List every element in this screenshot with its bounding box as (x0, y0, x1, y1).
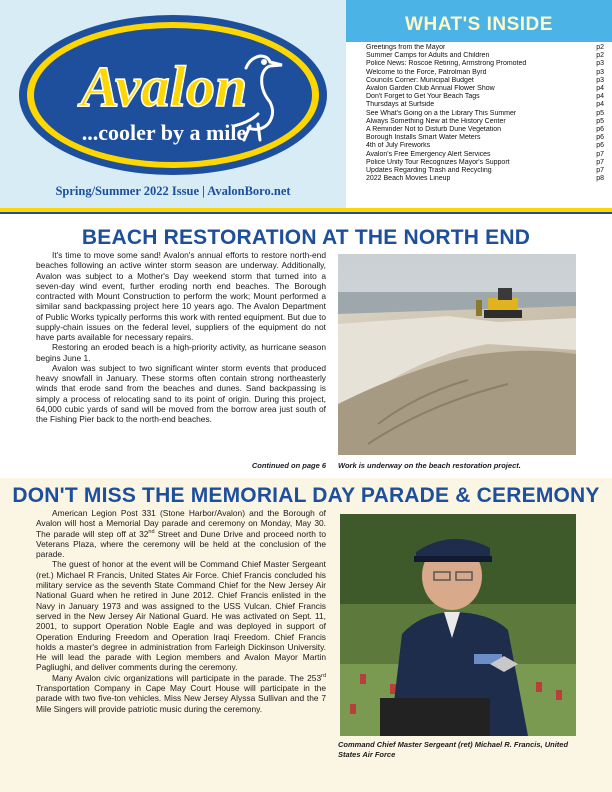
toc-item: Avalon Garden Club Annual Flower Show p4 (366, 85, 604, 93)
toc-item: Updates Regarding Trash and Recycling p7 (366, 167, 604, 175)
article2-paragraph: Many Avalon civic organizations will participate in the parade. The 253rd Transportation Company in Cape May Court House will participate in the parade with two five-ton vehicles. Miss New Jersey Alyssa Sullivan and the 7 Mile Singers will provide patriotic music during the ceremony. (36, 672, 326, 714)
toc-item: Welcome to the Force, Patrolman Byrd p3 (366, 68, 604, 76)
toc-item: Councils Corner: Municipal Budget p3 (366, 76, 604, 84)
beach-photo (338, 254, 576, 455)
issue-line: Spring/Summer 2022 Issue | AvalonBoro.net (55, 184, 291, 198)
toc-item: Greetings from the Mayor p2 (366, 44, 604, 51)
table-of-contents (366, 44, 604, 183)
article1-body (36, 250, 326, 424)
toc-item: Always Something New at the History Center p5 (366, 117, 604, 125)
whats-inside-header (346, 0, 612, 42)
blue-divider (0, 212, 612, 214)
toc-item: Thursdays at Surfside p4 (366, 101, 604, 109)
toc-item: Borough Installs Smart Water Meters p6 (366, 134, 604, 142)
toc-item: See What's Going on a the Library This Summer p5 (366, 109, 604, 117)
continued-note: Continued on page 6 (251, 461, 326, 470)
article2-headline: DON'T MISS THE MEMORIAL DAY PARADE & CEREMONY (12, 484, 600, 507)
toc-item: Avalon's Free Emergency Alert Services p7 (366, 150, 604, 158)
logo-word: Avalon (80, 54, 248, 119)
toc-item: 4th of July Fireworks p6 (366, 142, 604, 150)
article1-paragraph: Avalon was subject to two significant winter storm events that produced heavy snowfall in January. These storms often contain strong northeasterly winds that erode sand from the beaches and dunes. Sand backpassing is simply a process of relocating sand to its point of origin. During this project, 64,000 cubic yards of sand will be moved from the borrow area just south of the Fishing Pier back to the north-end beaches. (36, 362, 326, 424)
chief-francis-photo (340, 514, 576, 736)
chief-francis-photo-caption: Command Chief Master Sergeant (ret) Michael R. Francis, United States Air Force (338, 740, 569, 759)
whats-inside-box (346, 0, 612, 208)
article1-paragraph: Restoring an eroded beach is a high-priority activity, as hurricane season begins June 1. (36, 342, 326, 363)
podium (380, 698, 490, 736)
toc-item: Police Unity Tour Recognizes Mayor's Support p7 (366, 158, 604, 166)
avalon-logo (14, 10, 332, 180)
toc-item: Summer Camps for Adults and Children p2 (366, 52, 604, 60)
toc-item: 2022 Beach Movies Lineup p8 (366, 175, 604, 183)
article2-paragraph: The guest of honor at the event will be Command Chief Master Sergeant (ret.) Michael R Francis, United States Air Force. Chief Francis concluded his military service as the seventh State Command Chief for the New Jersey Air National Guard when he retired in June 2012. Chief Francis enlisted in the Navy in January 1973 and was assigned to the USS Vulcan. Chief Francis served in the New Jersey Air National Guard. He was activated on Sept. 11, 2001, to support Operation Noble Eagle and was deployed in support of Operation Enduring Freedom and Operation Iraqi Freedom. Chief Francis holds a master's degree in administration from Farleigh Dickinson University. He will lead the parade with Legion members and Avalon Mayor Martin Pagliughi, and deliver comments during the ceremony. (36, 559, 326, 673)
toc-item: Don't Forget to Get Your Beach Tags p4 (366, 93, 604, 101)
article2-body (36, 508, 326, 714)
article2-paragraph: American Legion Post 331 (Stone Harbor/Avalon) and the Borough of Avalon will host a Memorial Day parade and ceremony on Monday, May 30. The parade will step off at 32nd Street and Dune Drive and proceed north to Veterans Plaza, where the ceremony will be held at the conclusion of the parade. (36, 508, 327, 560)
whats-inside-title: WHAT'S INSIDE (405, 14, 553, 35)
logo-panel (0, 0, 346, 208)
article1-headline: BEACH RESTORATION AT THE NORTH END (81, 226, 531, 249)
article1-paragraph: It's time to move some sand! Avalon's annual efforts to restore north-end beaches following an active winter storm season are underway. Additionally, Avalon was subject to a Mother's Day weekend storm that turned into a seven-day wind event, further eroding north end beaches. The Borough contracted with Mount Construction to perform the work; Mount performed a similar sand backpassing project here 10 years ago. The Avalon Department of Public Works typically performs this work with rented equipment. But due to supply-chain issues on the federal level, suppliers of the equipment do not have parts available for necessary repairs. (36, 250, 326, 342)
masthead (0, 0, 612, 208)
logo-tagline: ...cooler by a mile (81, 120, 247, 145)
toc-item: A Reminder Not to Disturb Dune Vegetation p6 (366, 126, 604, 134)
beach-photo-caption: Work is underway on the beach restoration project. (338, 461, 521, 470)
toc-item: Police News: Roscoe Retiring, Armstrong Promoted p3 (366, 60, 604, 68)
